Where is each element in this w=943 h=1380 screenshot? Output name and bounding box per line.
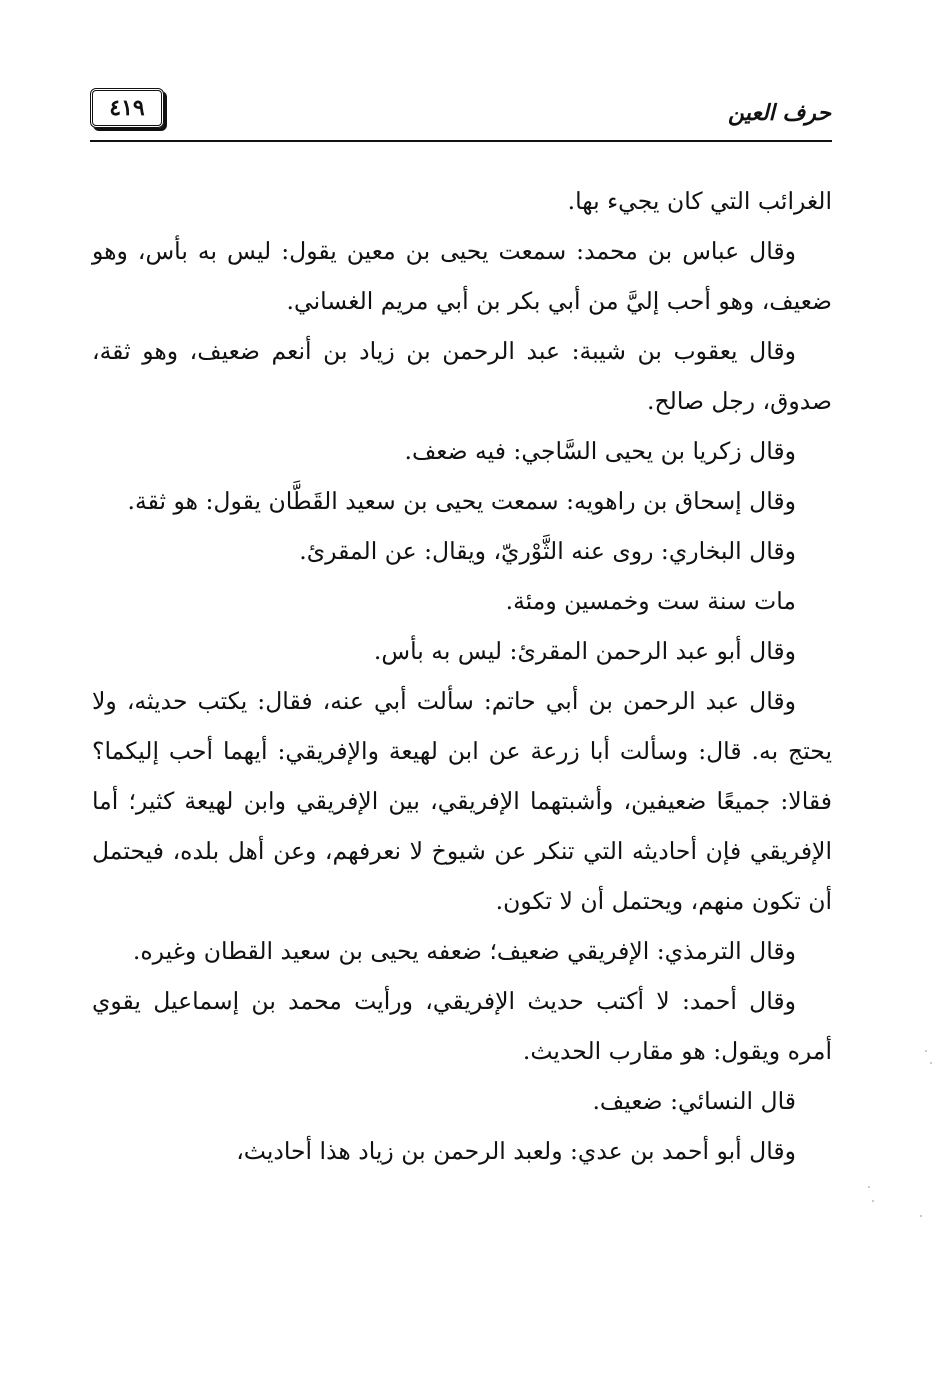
paragraph: وقال البخاري: روى عنه الثَّوْريّ، ويقال: عن المقرئ. [299, 537, 796, 565]
paragraph: وقال أبو أحمد بن عدي: ولعبد الرحمن بن زياد هذا أحاديث، [236, 1137, 796, 1165]
paragraph: وقال عبد الرحمن بن أبي حاتم: سألت أبي عنه، فقال: يكتب حديثه، ولا يحتج به. قال: وسألت أبا زرعة عن ابن لهيعة والإفريقي: أيهما أحب إليكما؟ فقالا: جميعًا ضعيفين، وأشبتهما الإفريقي، بين الإفريقي وابن لهيعة كثير؛ أما الإفريقي فإن أحاديثه التي تنكر عن شيوخ لا نعرفهم، وعن أهل بلده، فيحتمل أن تكون منهم، ويحتمل أن لا تكون. [92, 687, 832, 915]
paragraph: مات سنة ست وخمسين ومئة. [505, 587, 796, 615]
scan-speck [868, 1186, 870, 1188]
page-number-box [90, 88, 164, 128]
body-text [92, 176, 832, 1176]
scan-speck [920, 1215, 922, 1217]
paragraph: قال النسائي: ضعيف. [592, 1087, 796, 1115]
paragraph: وقال يعقوب بن شيبة: عبد الرحمن بن زياد بن أنعم ضعيف، وهو ثقة، صدوق، رجل صالح. [92, 337, 832, 415]
paragraph: الغرائب التي كان يجيء بها. [567, 187, 832, 215]
scan-speck [872, 1200, 874, 1202]
running-head-title: حرف العين [727, 100, 831, 126]
paragraph: وقال أبو عبد الرحمن المقرئ: ليس به بأس. [373, 637, 796, 665]
page-number: ٤١٩ [109, 95, 145, 121]
paragraph: وقال عباس بن محمد: سمعت يحيى بن معين يقول: ليس به بأس، وهو ضعيف، وهو أحب إليَّ من أبي بكر بن أبي مريم الغساني. [92, 237, 832, 315]
paragraph: وقال أحمد: لا أكتب حديث الإفريقي، ورأيت محمد بن إسماعيل يقوي أمره ويقول: هو مقارب الحديث. [92, 987, 832, 1065]
paragraph: وقال زكريا بن يحيى السَّاجي: فيه ضعف. [404, 437, 796, 465]
scan-speck [930, 1062, 932, 1064]
scan-speck [925, 1050, 927, 1052]
header-divider [90, 140, 832, 142]
paragraph: وقال إسحاق بن راهويه: سمعت يحيى بن سعيد القَطَّان يقول: هو ثقة. [127, 487, 796, 515]
paragraph: وقال الترمذي: الإفريقي ضعيف؛ ضعفه يحيى بن سعيد القطان وغيره. [132, 937, 796, 965]
